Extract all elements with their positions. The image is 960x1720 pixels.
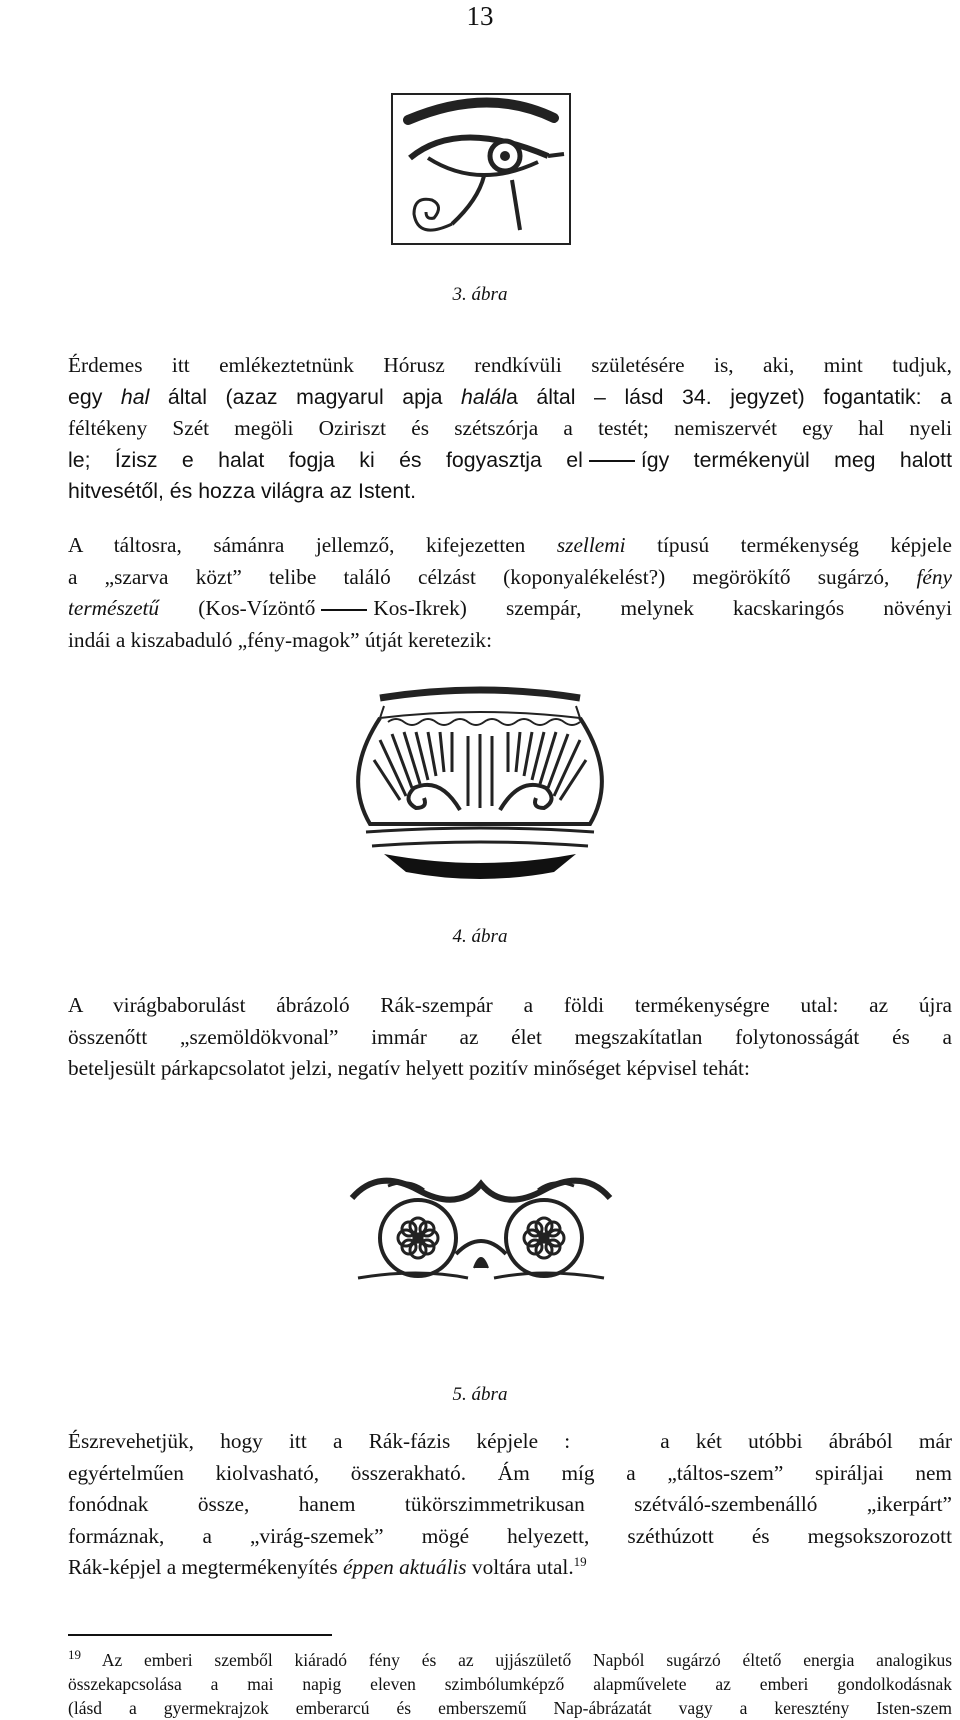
paragraph-line <box>68 562 952 594</box>
flower-frieze-figure <box>348 1168 614 1288</box>
text-run: Rák-képjel a megtermékenyítés <box>68 1555 343 1580</box>
footnote-line: összekapcsolása a mai napig eleven szimbólumképző alapművelete az emberi gondolkodásnak <box>68 1674 952 1694</box>
page-number: 13 <box>466 1 494 31</box>
paragraph-3 <box>68 990 952 1085</box>
em-dash-rule <box>589 460 635 462</box>
paragraph-line: indái a kiszabaduló „fény-magok” útját keretezik: <box>68 627 492 652</box>
text-run: a két utóbbi ábrából már <box>660 1429 953 1453</box>
figure-caption-5: 5. ábra <box>452 1384 508 1405</box>
text-run: által (azaz magyarul apja <box>149 384 462 409</box>
footnote-line: (lásd a gyermekrajzok emberarcú és emberszemű Nap-ábrázatát vagy a keresztény Isten-szem <box>68 1698 952 1718</box>
text-run: voltára utal. <box>466 1555 574 1580</box>
paragraph-4 <box>68 1426 952 1584</box>
text-run: fény <box>916 564 952 589</box>
paragraph-2 <box>68 530 952 656</box>
text-run: Kos-Ikrek) szempár, melynek kacskaringós növényi <box>373 596 952 621</box>
em-dash-rule <box>321 609 367 611</box>
paragraph-1 <box>68 350 952 508</box>
paragraph-line: fonódnak össze, hanem tükörszimmetrikusan szétváló-szembenálló „ikerpárt” <box>68 1492 952 1517</box>
text-run: le; Ízisz e halat fogja ki és fogyasztja el <box>68 447 583 472</box>
text-run: típusú termékenység képjele <box>625 533 952 557</box>
text-run: a által – lásd 34. jegyzet) fogantatik: a <box>506 384 952 409</box>
paragraph-line: összenőtt „szemöldökvonal” immár az élet megszakítatlan folytonosságát és a <box>68 1024 952 1049</box>
paragraph-line: féltékeny Szét megöli Oziriszt és szétszórja a testét; nemiszervét egy hal nyeli <box>68 416 952 441</box>
text-run: szellemi <box>556 533 626 557</box>
paragraph-line <box>68 593 952 625</box>
footnote-line <box>68 1648 952 1672</box>
paragraph-line: A virágbaborulást ábrázoló Rák-szempár a földi termékenységre utal: az újra <box>68 993 952 1017</box>
vase-figure <box>340 676 620 892</box>
text-run: Az emberi szemből kiáradó fény és az ujjászülető Napból sugárzó éltető energia analogikus <box>101 1650 953 1670</box>
text-run: a „szarva közt” telibe találó célzást (koponyalékelést?) megörökítő sugárzó, <box>68 564 890 589</box>
paragraph-line <box>68 530 952 562</box>
paragraph-line <box>68 445 952 477</box>
text-run: A táltosra, sámánra jellemző, kifejezetten <box>68 533 557 557</box>
paragraph-line <box>68 1426 952 1458</box>
paragraph-line: hitvesétől, és hozza világra az Istent. <box>68 479 417 504</box>
paragraph-line: egyértelműen kiolvasható, összerakható. Ám míg a „táltos-szem” spiráljai nem <box>68 1460 952 1485</box>
figure-caption-4: 4. ábra <box>452 926 508 947</box>
text-run: így termékenyül meg halott <box>640 447 953 472</box>
footnote-mark: 19 <box>68 1647 81 1663</box>
paragraph-line: beteljesült párkapcsolatot jelzi, negatív helyett pozitív minőséget képvisel tehát: <box>68 1056 750 1081</box>
text-run: egy <box>68 384 121 409</box>
paragraph-line: Érdemes itt emlékeztetnünk Hórusz rendkívüli születésére is, aki, mint tudjuk, <box>68 353 952 377</box>
footnote-separator <box>68 1634 332 1636</box>
text-run: Észrevehetjük, hogy itt a Rák-fázis képjele : <box>68 1429 571 1453</box>
paragraph-line <box>68 382 952 414</box>
paragraph-line <box>68 1552 952 1584</box>
footnote-reference[interactable]: 19 <box>573 1554 587 1570</box>
text-run: (Kos-Vízöntő <box>159 596 316 621</box>
text-run: természetű <box>68 596 160 621</box>
footnote <box>68 1648 952 1720</box>
figure-caption-3: 3. ábra <box>452 284 508 305</box>
eye-of-horus-figure <box>388 90 574 248</box>
text-run: hal <box>120 384 150 409</box>
paragraph-line: formáznak, a „virág-szemek” mögé helyezett, széthúzott és megsokszorozott <box>68 1523 952 1548</box>
text-run: halál <box>461 384 507 409</box>
text-run: éppen aktuális <box>342 1555 467 1580</box>
